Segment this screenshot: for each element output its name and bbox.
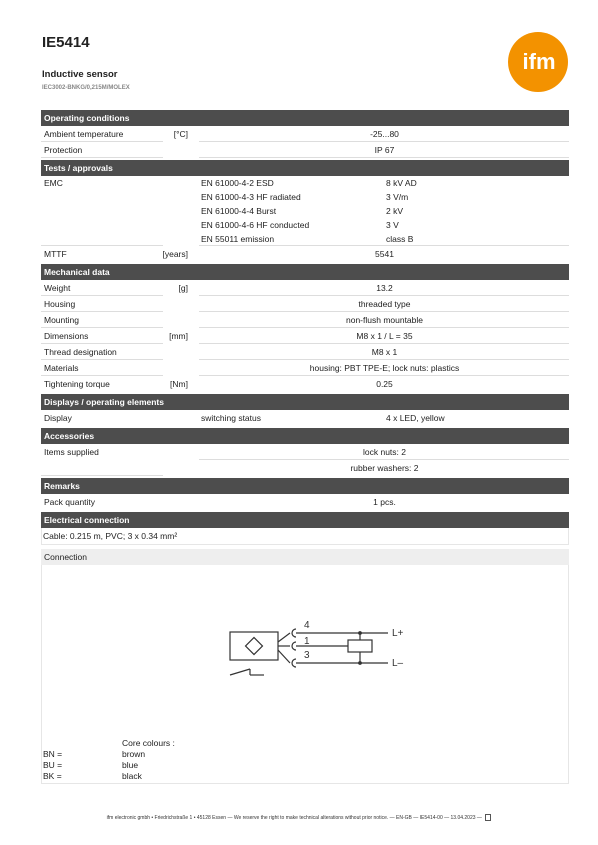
connection-panel: [41, 565, 569, 784]
emc-value: 3 V/m: [386, 192, 409, 202]
wiring-diagram: [228, 615, 408, 695]
row-value: -25...80: [370, 129, 399, 139]
section-remarks: Remarks: [41, 478, 569, 494]
emc-test: EN 55011 emission: [201, 234, 275, 244]
emc-test: EN 61000-4-2 ESD: [201, 178, 274, 188]
row-value: housing: PBT TPE-E; lock nuts: plastics: [309, 363, 460, 373]
supply-plus-label: L+: [392, 628, 404, 639]
product-title: IE5414: [42, 34, 90, 51]
section-tests-approvals: Tests / approvals: [41, 160, 569, 176]
table-row: [41, 312, 569, 328]
core-colour-code: BN =: [43, 749, 63, 759]
cable-spec: Cable: 0.215 m, PVC; 3 x 0.34 mm²: [41, 528, 569, 545]
row-value: lock nuts: 2: [363, 447, 406, 457]
emc-value: 2 kV: [386, 206, 404, 216]
display-function: switching status: [201, 413, 261, 423]
footer-text: ifm electronic gmbh • Friedrichstraße 1 • 45128 Essen — We reserve the right to make technical alterations without prior notice. — EN-GB — IE5414-00 — 13.04.2023 —: [106, 814, 482, 821]
row-unit: [°C]: [173, 129, 188, 139]
core-colour-name: black: [122, 771, 142, 781]
section-mechanical-data: Mechanical data: [41, 264, 569, 280]
core-colour-name: brown: [122, 749, 146, 759]
row-label: Display: [44, 413, 72, 423]
emc-test: EN 61000-4-3 HF radiated: [201, 192, 301, 202]
table-row: [41, 280, 569, 296]
product-description: Inductive sensor: [42, 69, 118, 80]
connection-heading: Connection: [41, 549, 569, 565]
row-label: Housing: [44, 299, 76, 309]
table-row: [41, 360, 569, 376]
table-row: [41, 344, 569, 360]
core-colour-code: BU =: [43, 760, 63, 770]
datasheet: [41, 108, 569, 784]
logo-text: ifm: [522, 49, 556, 74]
core-colours-title: Core colours :: [122, 738, 175, 748]
table-row: [41, 204, 569, 218]
row-value: rubber washers: 2: [350, 463, 419, 473]
page-marker-icon: [485, 814, 491, 821]
table-row: [41, 494, 569, 510]
emc-value: class B: [386, 234, 414, 244]
row-label: Protection: [44, 145, 83, 155]
row-label: EMC: [44, 178, 63, 188]
pin-label: 4: [304, 620, 310, 631]
row-label: Weight: [44, 283, 71, 293]
supply-minus-label: L–: [392, 658, 404, 669]
ifm-logo: [508, 32, 568, 92]
article-code: IEC3002-BNKG/0,215M/MOLEX: [42, 85, 130, 91]
row-value: threaded type: [358, 299, 411, 309]
table-row: [41, 176, 569, 190]
row-value: 1 pcs.: [373, 497, 396, 507]
emc-value: 8 kV AD: [386, 178, 417, 188]
core-colour-code: BK =: [43, 771, 62, 781]
row-unit: [g]: [178, 283, 188, 293]
row-unit: [years]: [162, 249, 188, 259]
row-label: Tightening torque: [44, 379, 110, 389]
section-accessories: Accessories: [41, 428, 569, 444]
table-row: [41, 126, 569, 142]
row-label: Dimensions: [44, 331, 89, 341]
section-electrical-connection: Electrical connection: [41, 512, 569, 528]
table-row: [41, 218, 569, 232]
row-value: IP 67: [374, 145, 395, 155]
table-row: [41, 232, 569, 246]
row-label: Mounting: [44, 315, 79, 325]
row-value: 0.25: [376, 379, 393, 389]
table-row: [41, 460, 569, 476]
row-label: Materials: [44, 363, 79, 373]
emc-test: EN 61000-4-6 HF conducted: [201, 220, 310, 230]
table-row: [41, 142, 569, 158]
table-row: [41, 444, 569, 460]
page-footer: [0, 814, 598, 821]
row-label: MTTF: [44, 249, 67, 259]
table-row: [41, 410, 569, 426]
row-unit: [mm]: [169, 331, 188, 341]
row-unit: [Nm]: [170, 379, 188, 389]
table-row: [41, 328, 569, 344]
section-operating-conditions: Operating conditions: [41, 110, 569, 126]
row-value: non-flush mountable: [345, 315, 424, 325]
table-row: [41, 246, 569, 262]
row-value: 5541: [375, 249, 394, 259]
pin-label: 1: [304, 636, 310, 647]
row-label: Ambient temperature: [44, 129, 124, 139]
table-row: [41, 376, 569, 392]
display-value: 4 x LED, yellow: [386, 413, 445, 423]
table-row: [41, 190, 569, 204]
core-colour-name: blue: [122, 760, 139, 770]
row-label: Pack quantity: [44, 497, 96, 507]
row-value: 13.2: [376, 283, 393, 293]
section-displays: Displays / operating elements: [41, 394, 569, 410]
row-label: Thread designation: [44, 347, 117, 357]
emc-test: EN 61000-4-4 Burst: [201, 206, 277, 216]
row-label: Items supplied: [44, 447, 99, 457]
table-row: [41, 296, 569, 312]
row-value: M8 x 1: [371, 347, 398, 357]
row-value: M8 x 1 / L = 35: [356, 331, 413, 341]
pin-label: 3: [304, 650, 310, 661]
emc-value: 3 V: [386, 220, 399, 230]
